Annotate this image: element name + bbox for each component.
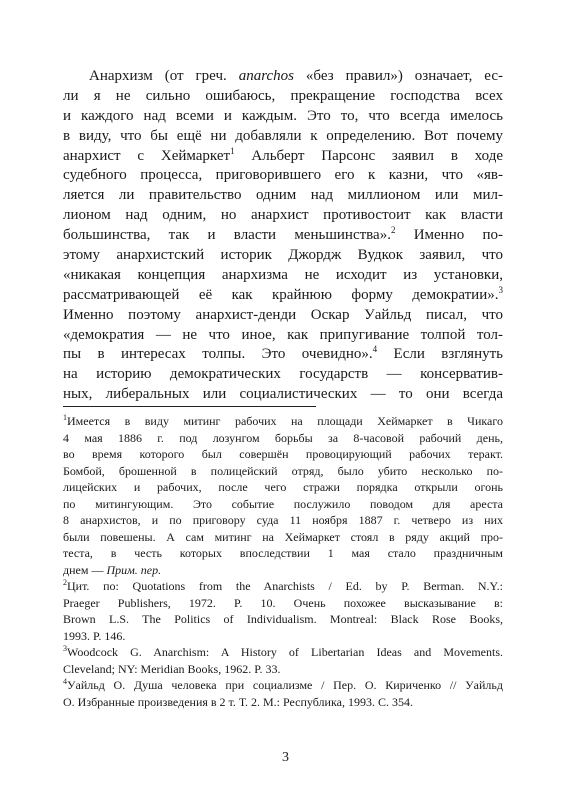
footnote-line: по митингующим. Это событие послужило поводом для ареста xyxy=(63,496,503,511)
footnote-1 xyxy=(63,413,503,578)
footnote-line: Brown L.S. The Politics of Individualism. Montreal: Black Rose Books, xyxy=(63,612,503,626)
body-line: ляется ли правительство одним над миллионом или мил- xyxy=(63,187,503,204)
footnote-line: Cleveland; NY: Meridian Books, 1962. P. 33. xyxy=(63,661,281,676)
body-line: ных, либеральных или социалистических — то они всегда xyxy=(63,386,503,403)
body-line: «демократия — не что иное, как припугивание толпой тол- xyxy=(63,326,503,343)
footnote-number: 4 xyxy=(63,677,67,686)
footnote-ref[interactable]: 4 xyxy=(372,344,378,355)
footnote-number: 2 xyxy=(63,578,67,587)
footnote-line: теста, в честь которых впоследствии 1 мая стало праздничным xyxy=(63,546,503,560)
body-line: «никакая концепция анархизма не исходит из установки, xyxy=(63,266,503,283)
translator-note: Прим. пер. xyxy=(106,562,162,577)
footnote-line: 4 мая 1886 г. под лозунгом борьбы за 8-часовой рабочий день, xyxy=(63,430,503,445)
footnote-number: 1 xyxy=(63,413,67,422)
footnote-line: 1993. P. 146. xyxy=(63,628,126,643)
footnote-line: О. Избранные произведения в 2 т. Т. 2. М.: Республика, 1993. С. 354. xyxy=(63,694,413,709)
body-text xyxy=(63,67,503,405)
body-line: лионом над одним, но анархист противостоит как власти xyxy=(63,207,503,224)
body-line: Именно поэтому анархист-денди Оскар Уайльд писал, что xyxy=(63,306,503,323)
footnote-line: лицейских и рабочих, после чего стражи порядка открыли огонь xyxy=(63,480,503,494)
body-line: этому анархистский историк Джордж Вудкок заявил, что xyxy=(63,247,503,264)
footnote-4 xyxy=(63,677,503,710)
greek-term: anarchos xyxy=(238,68,294,84)
footnote-line: $^3$Woodcock G. Anarchism: A History of Libertarian Ideas and Movements. xyxy=(63,644,503,659)
body-line: Анархизм (от греч. anarchos «без правил») означает, ес- xyxy=(89,68,503,84)
footnote-line: $^4$Уайльд О. Душа человека при социализме / Пер. О. Кириченко // Уайльд xyxy=(63,677,503,692)
footnote-ref[interactable]: 3 xyxy=(498,284,503,295)
body-line: ли я не сильно ошибаюсь, прекращение господства всех xyxy=(63,87,503,104)
footnote-line: 8 анархистов, и по приговору суда 11 ноября 1887 г. четверо из них xyxy=(63,513,503,527)
footnote-line: $^2$Цит. по: Quotations from the Anarchists / Ed. by P. Berman. N.Y.: xyxy=(63,578,503,593)
footnote-line: днем — Прим. пер. xyxy=(63,562,162,577)
footnote-separator xyxy=(63,406,316,407)
body-line: на историю демократических государств — консерватив- xyxy=(63,366,503,383)
body-line: большинства, так и власти меньшинства».$^2$ Именно по- xyxy=(63,225,503,244)
footnote-line: Praeger Publishers, 1972. P. 10. Очень похожее высказывание в: xyxy=(63,595,503,610)
footnotes xyxy=(63,413,503,710)
footnote-ref[interactable]: 2 xyxy=(390,225,396,236)
footnote-3 xyxy=(63,644,503,677)
footnote-ref[interactable]: 1 xyxy=(230,145,235,156)
body-line: в виду, что бы ещё ни добавляли к определению. Вот почему xyxy=(63,127,503,144)
body-line: анархист с Хеймаркет$^1$ Альберт Парсонс заявил в ходе xyxy=(63,145,504,164)
body-line: пы в интересах толпы. Это очевидно».$^4$ Если взглянуть xyxy=(63,344,504,363)
footnote-line: $^1$Имеется в виду митинг рабочих на площади Хеймаркет в Чикаго xyxy=(63,413,503,428)
footnote-line: во время которого был совершён провоцирующий рабочих теракт. xyxy=(63,447,503,461)
body-line: судебного процесса, приговорившего его к казни, что «яв- xyxy=(63,167,503,184)
body-line: рассматривающей её как крайнюю форму демократии».$^3$ xyxy=(63,284,503,303)
footnote-number: 3 xyxy=(63,644,67,653)
page-number: 3 xyxy=(282,750,289,765)
footnote-2 xyxy=(63,578,503,644)
body-line: и каждого над всеми и каждым. Это то, что всегда имелось xyxy=(63,107,503,124)
footnote-line: были повешены. А сам митинг на Хеймаркет стоял в ряду акций про- xyxy=(63,529,503,544)
footnote-line: Бомбой, брошенной в полицейский отряд, было убито несколько по- xyxy=(63,463,503,478)
